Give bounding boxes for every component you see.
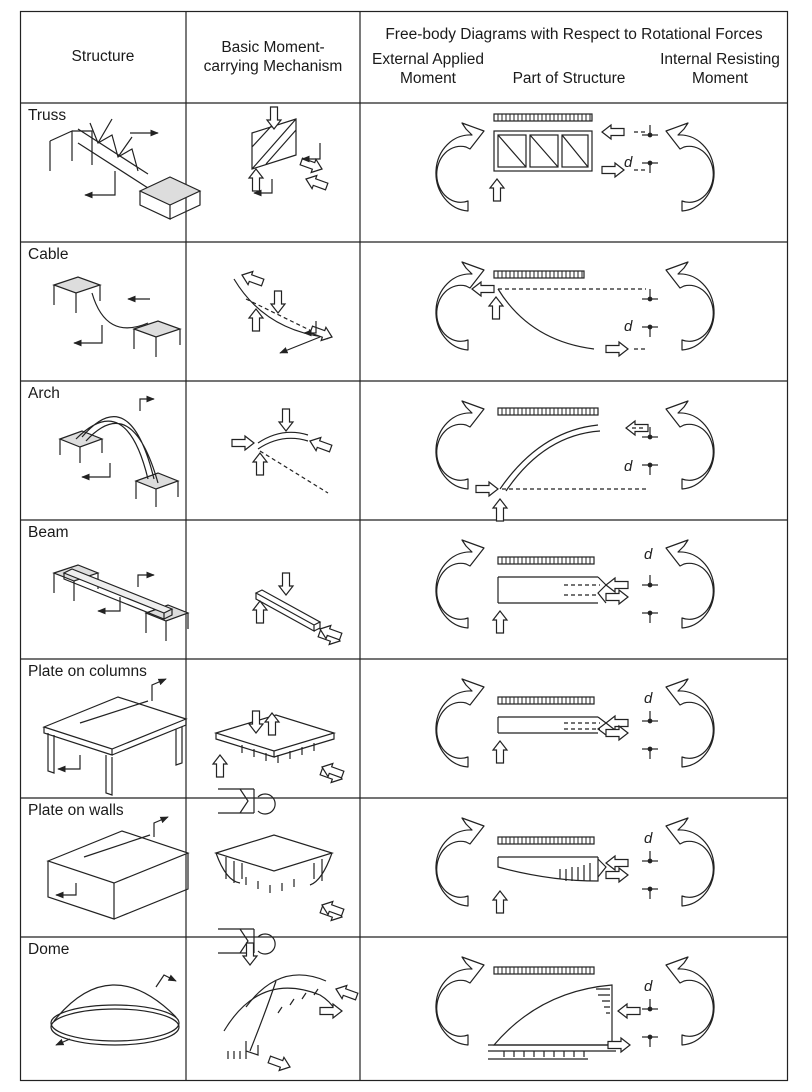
truss-part-sketch [490,114,658,201]
arch-d-label: d [624,458,633,475]
beam-part-sketch [493,557,658,633]
plate-walls-part-sketch [493,837,658,913]
row-label-truss: Truss [28,107,67,124]
dome-structure-sketch [51,975,179,1045]
header-mechanism-line1: Basic Moment- [221,39,325,56]
plate-walls-mechanism-sketch [216,835,345,954]
dome-d-label: d [644,978,653,995]
truss-structure-sketch [50,119,200,219]
header-external-line1: External Applied [371,51,485,68]
row-label-plate-on-walls: Plate on walls [28,802,124,819]
plate-columns-d-label: d [644,690,653,707]
row-label-dome: Dome [28,941,70,958]
header-internal-line2: Moment [692,70,748,87]
plate-columns-structure-sketch [44,679,186,795]
cable-structure-sketch [54,277,180,357]
header-fbd-title: Free-body Diagrams with Respect to Rotational Forces [385,26,763,43]
cable-mechanism-sketch [234,268,334,353]
plate-columns-mechanism-sketch [213,711,345,814]
truss-d-label: d [624,154,633,171]
diagram-drawings [20,11,788,1081]
dome-part-sketch [488,967,658,1059]
header-part: Part of Structure [512,70,626,87]
row-label-arch: Arch [28,385,60,402]
header-mechanism-line2: carrying Mechanism [203,58,343,75]
cable-part-sketch [472,271,658,356]
plate-walls-d-label: d [644,830,653,847]
beam-d-label: d [644,546,653,563]
header-external-line2: Moment [400,70,456,87]
header-structure: Structure [71,48,135,65]
row-label-plate-on-columns: Plate on columns [28,663,147,680]
plate-walls-structure-sketch [48,817,188,919]
beam-structure-sketch [54,565,188,641]
structures-table [20,11,788,1081]
cable-d-label: d [624,318,633,335]
dome-mechanism-sketch [224,943,359,1074]
arch-structure-sketch [60,399,178,507]
plate-columns-part-sketch [493,697,658,763]
row-label-cable: Cable [28,246,69,263]
header-internal-line1: Internal Resisting [660,51,780,68]
row-label-beam: Beam [28,524,69,541]
arch-mechanism-sketch [232,409,333,493]
truss-mechanism-sketch [249,107,329,193]
beam-mechanism-sketch [253,573,343,648]
